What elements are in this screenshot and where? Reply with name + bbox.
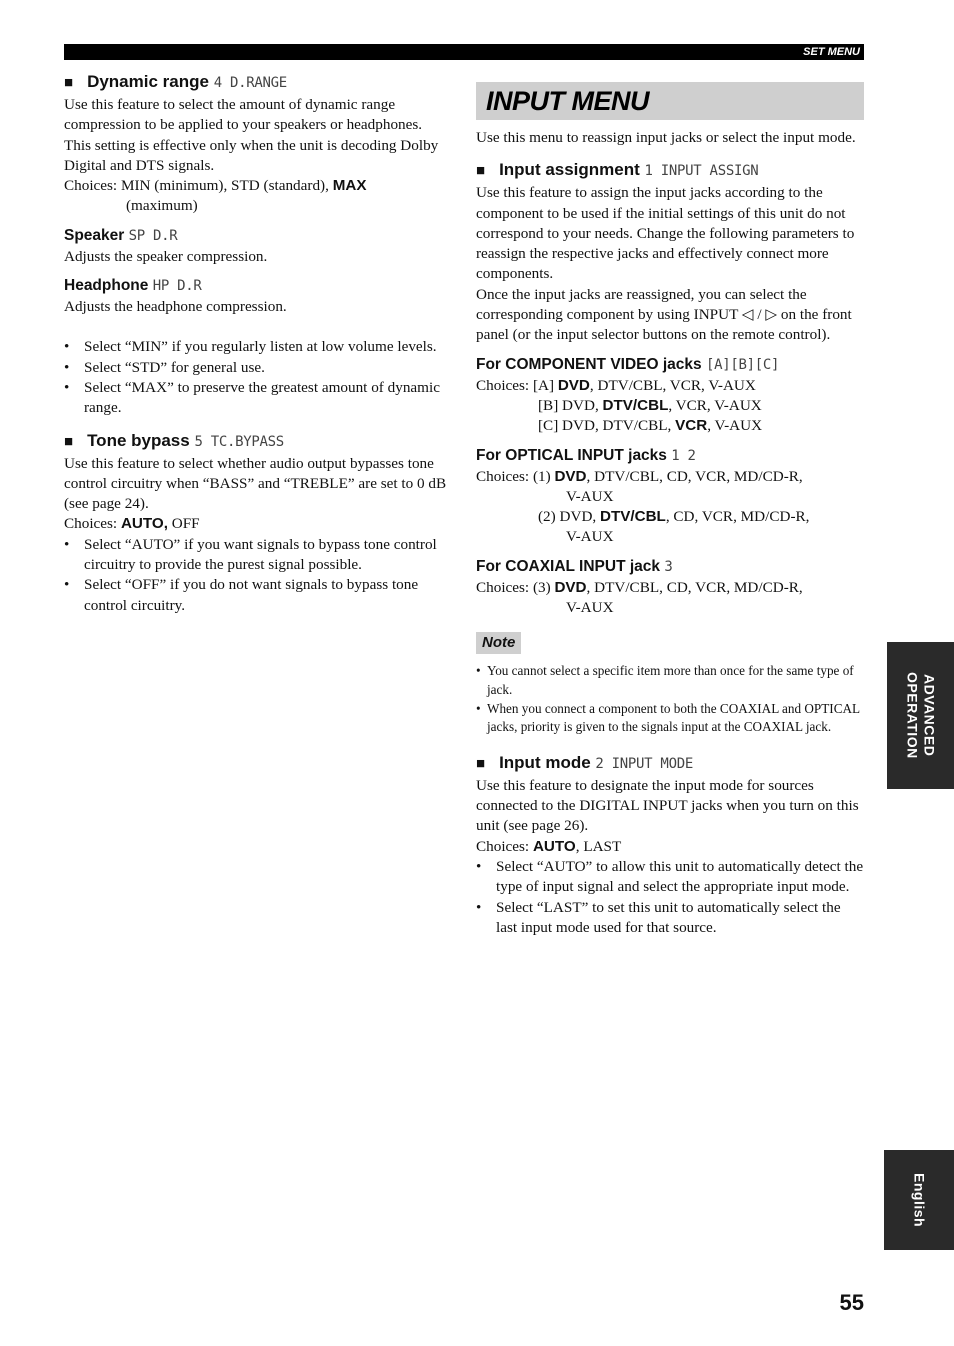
optical-choice-2: (2) DVD, DTV/CBL, CD, VCR, MD/CD-R, [538,508,810,526]
component-choice-c: [C] DVD, DTV/CBL, VCR, V-AUX [538,417,763,435]
list-item: • Select “MAX” to preserve the greatest amount of dynamic range. [64,378,450,419]
input-assignment-heading: ■ Input assignment 1 INPUT ASSIGN [476,160,759,180]
speaker-subheading: Speaker SP D.R [64,226,178,244]
input-mode-choices: Choices: AUTO, LAST [476,837,622,855]
component-video-subheading: For COMPONENT VIDEO jacks [A][B][C] [476,355,780,373]
list-item: • Select “OFF” if you do not want signals to bypass tone control circuitry. [64,575,450,616]
dynamic-range-bullets [64,337,450,418]
advanced-operation-tab [887,642,954,789]
list-item: • Select “MIN” if you regularly listen at low volume levels. [64,337,450,357]
section-header-bar [64,44,864,60]
speaker-desc: Adjusts the speaker compression. [64,247,268,265]
optical-subheading: For OPTICAL INPUT jacks 1 2 [476,446,696,464]
input-mode-bullets [476,857,864,938]
list-item: • Select “LAST” to set this unit to automatically select the last input mode used for that source. [476,898,864,939]
list-item: • Select “STD” for general use. [64,358,450,378]
input-assignment-body2: Once the input jacks are reassigned, you can select the corresponding component by using INPUT ◁ / ▷ on the front panel (or the input selector buttons on the remote control). [476,285,852,344]
list-item: • Select “AUTO” if you want signals to bypass tone control circuitry to provide the purest signal possible. [64,535,450,576]
tone-bypass-body: Use this feature to select whether audio output bypasses tone control circuitry when “BASS” and “TREBLE” are set to 0 dB (see page 24). [64,454,447,513]
tone-bypass-heading: ■ Tone bypass 5 TC.BYPASS [64,430,284,450]
page-number: 55 [839,1290,864,1315]
advanced-tab-line1: ADVANCED [921,674,938,757]
tone-bypass-bullets [64,535,450,616]
advanced-tab-line2: OPERATION [904,672,921,759]
language-tab-label: English [911,1172,928,1228]
dynamic-range-body: Use this feature to select the amount of dynamic range compression to be applied to your speakers or headphones. This setting is effective only when the unit is decoding Dolby Digital and DTS signals. [64,96,439,174]
section-header-label: SET MENU [803,46,860,58]
headphone-desc: Adjusts the headphone compression. [64,298,287,316]
right-column [476,82,864,938]
list-item: • Select “AUTO” to allow this unit to automatically detect the type of input signal and select the appropriate input mode. [476,857,864,898]
optical-choice-1: Choices: (1) DVD, DTV/CBL, CD, VCR, MD/CD-R, [476,467,803,485]
coaxial-choice-cont: V-AUX [566,599,614,617]
optical-choice-1-cont: V-AUX [566,487,614,505]
component-choice-b: [B] DVD, DTV/CBL, VCR, V-AUX [538,396,762,414]
left-column [64,70,450,616]
headphone-subheading: Headphone HP D.R [64,277,202,295]
coaxial-choice: Choices: (3) DVD, DTV/CBL, CD, VCR, MD/CD-R, [476,578,803,596]
optical-choice-2-cont: V-AUX [566,528,614,546]
dynamic-range-heading: ■ Dynamic range 4 D.RANGE [64,72,287,91]
language-tab [884,1150,954,1250]
input-assignment-body1: Use this feature to assign the input jacks according to the component to be used if the initial settings of this unit do not correspond to your needs. Change the following parameters to reassign the respective jacks and effectively connect more components. [476,184,855,283]
coaxial-subheading: For COAXIAL INPUT jack 3 [476,557,673,575]
list-item: • When you connect a component to both the COAXIAL and OPTICAL jacks, priority is given to the signals input at the COAXIAL jack. [476,700,864,737]
note-list [476,662,864,736]
dynamic-range-choices-cont: (maximum) [126,197,198,215]
input-mode-heading: ■ Input mode 2 INPUT MODE [476,752,693,772]
list-item: • You cannot select a specific item more than once for the same type of jack. [476,662,864,699]
input-menu-intro: Use this menu to reassign input jacks or select the input mode. [476,129,856,146]
input-menu-banner: INPUT MENU [476,82,864,120]
component-choice-a: Choices: [A] DVD, DTV/CBL, VCR, V-AUX [476,376,756,394]
dynamic-range-choices: Choices: MIN (minimum), STD (standard), MAX [64,177,367,195]
input-mode-body: Use this feature to designate the input mode for sources connected to the DIGITAL INPUT jacks when you turn on this unit (see page 26). [476,776,859,835]
note-label: Note [476,632,521,654]
tone-bypass-choices: Choices: AUTO, OFF [64,515,200,533]
